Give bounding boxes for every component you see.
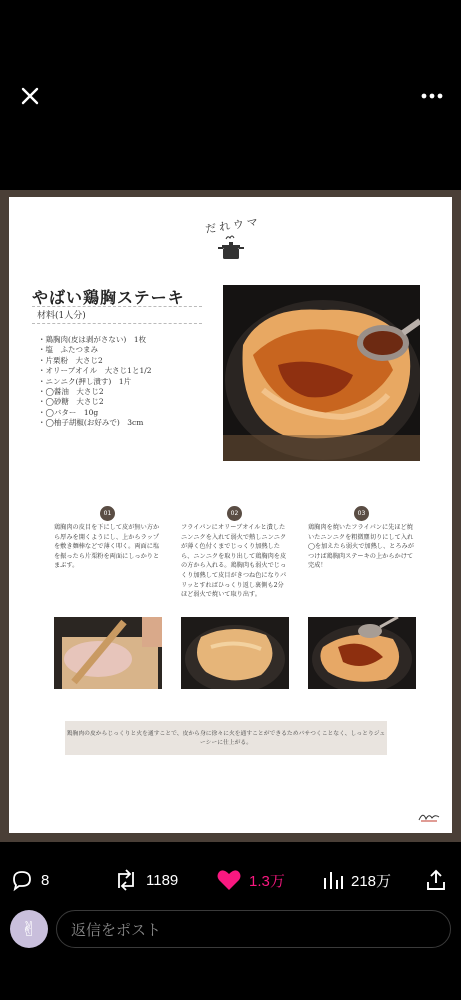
reply-composer [0, 908, 461, 952]
ingredient-item: ・◯砂糖 大さじ2 [38, 397, 104, 407]
view-count: 218万 [351, 872, 392, 890]
divider [32, 306, 202, 307]
post-actions-bar [0, 860, 461, 900]
close-button[interactable] [14, 80, 46, 112]
step-number: 03 [354, 506, 369, 521]
recipe-image[interactable] [9, 197, 452, 833]
like-count: 1.3万 [249, 872, 285, 890]
reply-icon [10, 868, 34, 892]
ingredient-item: ・◯バター 10g [38, 407, 99, 417]
repost-button[interactable] [113, 868, 178, 892]
avatar[interactable] [10, 910, 48, 948]
step-text: 鶏胸肉を焼いたフライパンに先ほど焼いたニンニクを粗微塵切りにして入れ◯を加えたら弱火で加熱し、とろみがつけば鶏胸肉ステーキの上からかけて完成！ [308, 524, 414, 570]
ingredients-heading: 材料(1人分) [37, 311, 86, 321]
more-options-button[interactable] [416, 82, 448, 110]
top-bar [0, 0, 461, 190]
ingredient-item: ・鶏胸肉(皮は剥がさない) 1枚 [38, 335, 147, 344]
pot-icon [217, 233, 245, 263]
step-text: 鶏胸肉の皮目を下にして皮が無い方から厚みを開くようにし、上からラップを敷き麺棒などで薄く叩く。両面に塩を振ったら片栗粉を両面にしっかりとまぶす。 [54, 524, 160, 570]
ingredient-item: ・ニンニク(押し潰す) 1片 [38, 376, 132, 386]
reply-placeholder: 返信をポスト [71, 921, 162, 939]
step-number: 01 [100, 506, 115, 521]
tip-note: 鶏胸肉の皮からじっくりと火を通すことで、皮から身に徐々に火を通すことができるためパサつくことなく、しっとりジューシーに仕上がる。 [65, 721, 387, 755]
ingredient-item: ・◯醤油 大さじ2 [38, 387, 104, 397]
heart-icon [216, 868, 242, 892]
ingredient-item: ・◯柚子胡椒(お好みで) 3cm [38, 418, 144, 428]
step-text: フライパンにオリーブオイルと潰したニンニクを入れて弱火で熱しニンニクが薄く色付くまでじっくり加熱したら、ニンニクを取り出して鶏胸肉を皮の方から入れる。鶏胸肉も弱火でじっくり加熱して皮目がきつね色になりパリッとすればひっくり返し裏側も2分ほど弱火で焼いて取り出す。 [181, 524, 287, 599]
share-button[interactable] [424, 868, 455, 892]
dish-photo [223, 285, 420, 461]
more-horizontal-icon [416, 82, 448, 110]
step-photo [54, 617, 162, 689]
step-photo [308, 617, 416, 689]
like-button[interactable] [216, 868, 285, 892]
ingredient-item: ・オリーブオイル 大さじ1と1/2 [38, 366, 152, 376]
victory-hand-icon: ✌ [20, 917, 38, 941]
repost-count: 1189 [146, 871, 179, 889]
reply-count: 8 [41, 871, 50, 889]
divider [32, 323, 202, 324]
views-chart-icon [322, 868, 344, 892]
step-number: 02 [227, 506, 242, 521]
brand-logo-text: だれウマ [204, 215, 262, 236]
repost-icon [113, 868, 139, 892]
close-icon [14, 80, 46, 112]
ingredients-list [38, 335, 152, 429]
ingredient-item: ・片栗粉 大さじ2 [38, 355, 103, 365]
signature-logo [417, 809, 441, 823]
step-photo [181, 617, 289, 689]
views-button[interactable] [322, 868, 391, 892]
share-icon [424, 868, 448, 892]
recipe-title: やばい鶏胸ステーキ [32, 288, 185, 307]
reply-input[interactable] [56, 910, 451, 948]
reply-button[interactable] [10, 868, 49, 892]
ingredient-item: ・塩 ふたつまみ [38, 345, 98, 355]
